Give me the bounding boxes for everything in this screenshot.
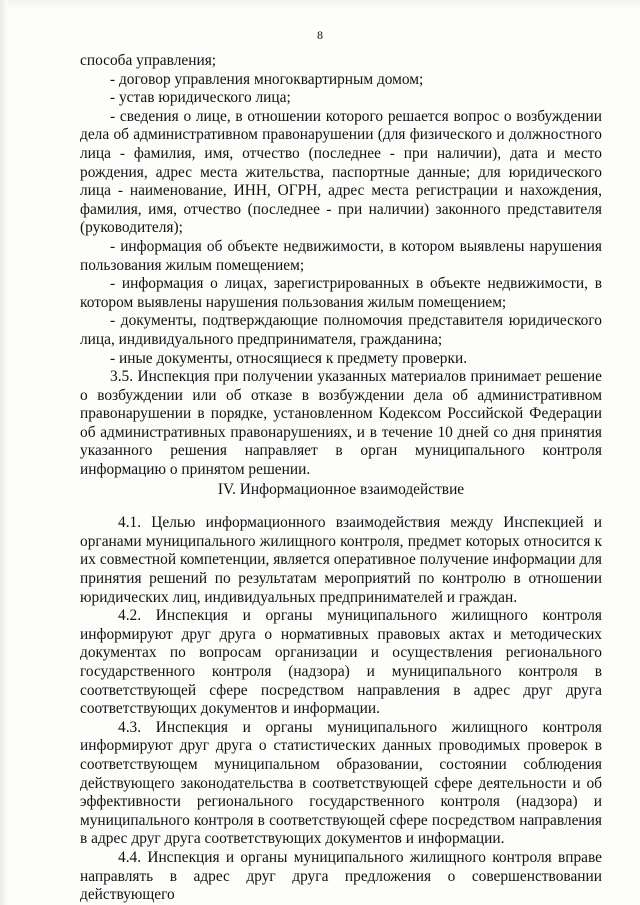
list-item: - информация о лицах, зарегистрированных в объекте недвижимости, в котором выявлены нарушения пользования жилым помещением;	[80, 275, 602, 311]
document-body	[80, 52, 602, 905]
paragraph: способа управления;	[80, 52, 217, 69]
list-item: - информация об объекте недвижимости, в котором выявлены нарушения пользования жилым помещением;	[80, 237, 602, 274]
paragraph-4-1: 4.1. Целью информационного взаимодействия между Инспекцией и органами муниципального жилищного контроля, предмет которых относится к их совместной компетенции, является оперативное получение информации для принятия решений по результатам мероприятий по контролю в отношении юридических лиц, индивидуальных предпринимателей и граждан.	[80, 514, 602, 606]
list-item: - иные документы, относящиеся к предмету проверки.	[110, 349, 468, 367]
scan-shadow-left	[0, 0, 8, 905]
list-item: - устав юридического лица;	[110, 89, 291, 107]
page-number: 8	[317, 28, 323, 42]
scan-shadow-top	[0, 0, 640, 10]
paragraph-4-2: 4.2. Инспекция и органы муниципального жилищного контроля информируют друг друга о нормативных правовых актах и методических документах по вопросам организации и осуществления регионального государственного контроля (надзора) и муниципального контроля в соответствующей сфере посредством направления в адрес друг друга соответствующих документов и информации.	[80, 607, 602, 718]
list-item: - документы, подтверждающие полномочия представителя юридического лица, индивидуального предпринимателя, гражданина;	[80, 312, 602, 348]
paragraph-4-3: 4.3. Инспекция и органы муниципального жилищного контроля информируют друг друга о статистических данных проводимых проверок в соответствующем муниципальном образовании, состоянии соблюдения действующего законодательства в соответствующей сфере деятельности и об эффективности регионального государственного контроля (надзора) и муниципального контроля в соответствующей сфере посредством направления в адрес друг друга соответствующих документов и информации.	[80, 718, 602, 848]
paragraph-4-4: 4.4. Инспекция и органы муниципального жилищного контроля вправе направлять в адрес друг друга предложения о совершенствовании действующего	[80, 848, 602, 904]
paragraph-3-5: 3.5. Инспекция при получении указанных материалов принимает решение о возбуждении или об отказе в возбуждении дела об административном правонарушении в порядке, установленном Кодексом Российской Федерации об административных правонарушениях, и в течение 10 дней со дня принятия указанного решения направляет в орган муниципального контроля информацию о принятом решении.	[80, 368, 602, 479]
list-item: - договор управления многоквартирным домом;	[110, 70, 424, 88]
section-heading: IV. Информационное взаимодействие	[217, 480, 465, 498]
list-item: - сведения о лице, в отношении которого решается вопрос о возбуждении дела об административном правонарушении (для физического и должностного лица - фамилия, имя, отчество (последнее - при наличии), дата и место рождения, адрес места жительства, паспортные данные; для юридического лица - наименование, ИНН, ОГРН, адрес места регистрации и нахождения, фамилия, имя, отчество (последнее - при наличии) законного представителя (руководителя);	[80, 107, 602, 237]
